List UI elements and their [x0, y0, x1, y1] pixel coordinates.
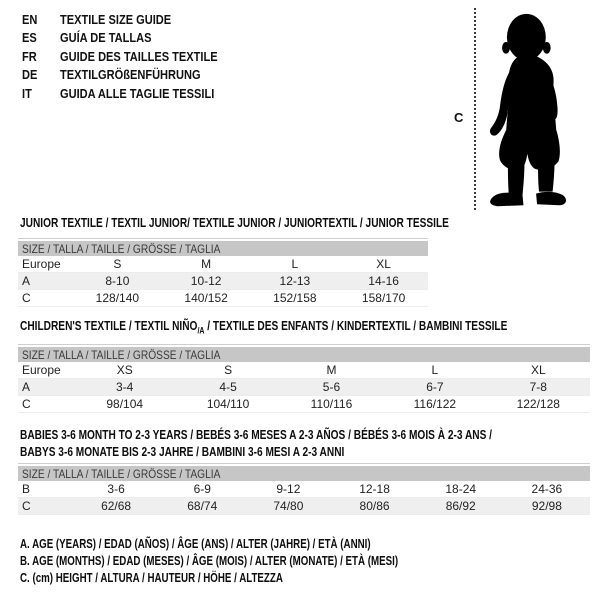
babies-size-table — [18, 463, 590, 515]
value-cell: 4-5 — [176, 379, 279, 396]
row-label: C — [18, 498, 73, 515]
value-cell: 62/68 — [73, 498, 159, 515]
row-label: Europe — [22, 363, 61, 377]
row-label: C — [22, 291, 31, 305]
size-cell: S — [224, 363, 233, 377]
value-cell: 98/104 — [106, 397, 144, 411]
size-cell: XL — [530, 363, 546, 377]
legend-line-a: A. AGE (YEARS) / EDAD (AÑOS) / ÂGE (ANS) / ALTER (JAHRE) / ETÀ (ANNI) — [20, 537, 371, 551]
value-cell: 14-16 — [339, 273, 428, 290]
value-cell: 158/170 — [361, 291, 406, 305]
value-cell: 10-12 — [162, 273, 251, 290]
size-cell: XL — [376, 257, 391, 271]
value-cell: 152/158 — [273, 291, 317, 305]
value-cell: 9-12 — [276, 482, 301, 496]
size-cell: S — [113, 257, 122, 271]
value-cell: 3-4 — [73, 379, 176, 396]
babies-section-title: BABIES 3-6 MONTH TO 2-3 YEARS / BEBÉS 3-6 MESES A 2-3 AÑOS / BÉBÉS 3-6 MOIS À 2-3 ANS / BABYS 3-6 MONATE BIS 2-3 JAHRE / BAMBINI 3-6 MESI A 2-3 ANNI — [20, 427, 492, 459]
value-cell: 92/98 — [504, 498, 590, 515]
size-cell: M — [201, 257, 212, 271]
language-code: FR — [22, 48, 37, 64]
language-code: DE — [22, 67, 38, 83]
value-cell: 12-13 — [251, 273, 340, 290]
language-title: TEXTILE SIZE GUIDE — [60, 11, 172, 27]
row-label: Europe — [22, 257, 61, 271]
value-cell: 18-24 — [445, 482, 477, 496]
language-code: EN — [22, 11, 38, 27]
table-row — [18, 362, 590, 379]
language-row-de — [22, 66, 245, 85]
row-label: A — [18, 379, 73, 396]
size-cell: XS — [116, 363, 133, 377]
language-code: ES — [22, 30, 37, 46]
table-row — [18, 290, 428, 307]
table-row — [18, 256, 428, 273]
table-row — [18, 481, 590, 498]
value-cell: 110/116 — [310, 397, 353, 411]
language-title: GUIDA ALLE TAGLIE TESSILI — [60, 85, 215, 101]
language-row-it — [22, 84, 245, 103]
value-cell: 80/86 — [331, 498, 417, 515]
language-row-en — [22, 10, 245, 29]
value-cell: 8-10 — [73, 273, 162, 290]
language-title: TEXTILGRÖßENFÜHRUNG — [60, 67, 201, 83]
value-cell: 6-9 — [193, 482, 211, 496]
legend-line-b: B. AGE (MONTHS) / EDAD (MESES) / ÂGE (MOIS) / ALTER (MONATE) / ETÀ (MESI) — [20, 554, 399, 568]
value-cell: 3-6 — [107, 482, 125, 496]
value-cell: 104/110 — [206, 397, 250, 411]
language-list — [22, 10, 245, 103]
value-cell: 86/92 — [418, 498, 504, 515]
size-header-bar: SIZE / TALLA / TAILLE / GRÖSSE / TAGLIA — [18, 241, 428, 256]
table-row — [18, 273, 428, 290]
row-label: B — [22, 482, 31, 496]
value-cell: 140/152 — [184, 291, 228, 305]
row-label: A — [18, 273, 73, 290]
table-row — [18, 396, 590, 413]
measurement-legend — [20, 536, 505, 587]
row-label: C — [22, 397, 31, 411]
language-title: GUIDE DES TAILLES TEXTILE — [60, 48, 218, 64]
value-cell: 116/122 — [413, 397, 457, 411]
language-row-es — [22, 29, 245, 48]
value-cell: 7-8 — [487, 379, 590, 396]
junior-section-title: JUNIOR TEXTILE / TEXTIL JUNIOR/ TEXTILE JUNIOR / JUNIORTEXTIL / JUNIOR TESSILE — [20, 215, 449, 230]
size-header-bar: SIZE / TALLA / TAILLE / GRÖSSE / TAGLIA — [18, 466, 590, 481]
height-measure-dotted-line — [474, 8, 476, 210]
height-measure-label: C — [454, 110, 464, 125]
value-cell: 122/128 — [516, 397, 560, 411]
size-cell: M — [326, 363, 337, 377]
size-header-bar: SIZE / TALLA / TAILLE / GRÖSSE / TAGLIA — [18, 347, 590, 362]
size-figure — [452, 6, 600, 216]
value-cell: 12-18 — [359, 482, 390, 496]
junior-size-table — [18, 238, 428, 307]
language-title: GUÍA DE TALLAS — [60, 30, 152, 46]
children-section-title: CHILDREN'S TEXTILE / TEXTIL $NIÑO_{/A}$ / TEXTILE DES ENFANTS / KINDERTEXTIL / BAMBINI TESSILE — [20, 318, 508, 336]
value-cell: 68/74 — [159, 498, 245, 515]
value-cell: 128/140 — [95, 291, 140, 305]
value-cell: 6-7 — [383, 379, 486, 396]
value-cell: 24-36 — [531, 482, 563, 496]
table-row — [18, 498, 590, 515]
children-size-table — [18, 344, 590, 413]
nino-a-subscript: /A — [197, 325, 205, 336]
value-cell: 74/80 — [245, 498, 331, 515]
table-row — [18, 379, 590, 396]
size-cell: L — [291, 257, 299, 271]
legend-line-c: C. (cm) HEIGHT / ALTURA / HAUTEUR / HÖHE / ALTEZZA — [20, 571, 283, 585]
toddler-silhouette-icon — [480, 8, 598, 214]
value-cell: 5-6 — [280, 379, 383, 396]
language-code: IT — [22, 85, 32, 101]
size-cell: L — [431, 363, 439, 377]
language-row-fr — [22, 47, 245, 66]
